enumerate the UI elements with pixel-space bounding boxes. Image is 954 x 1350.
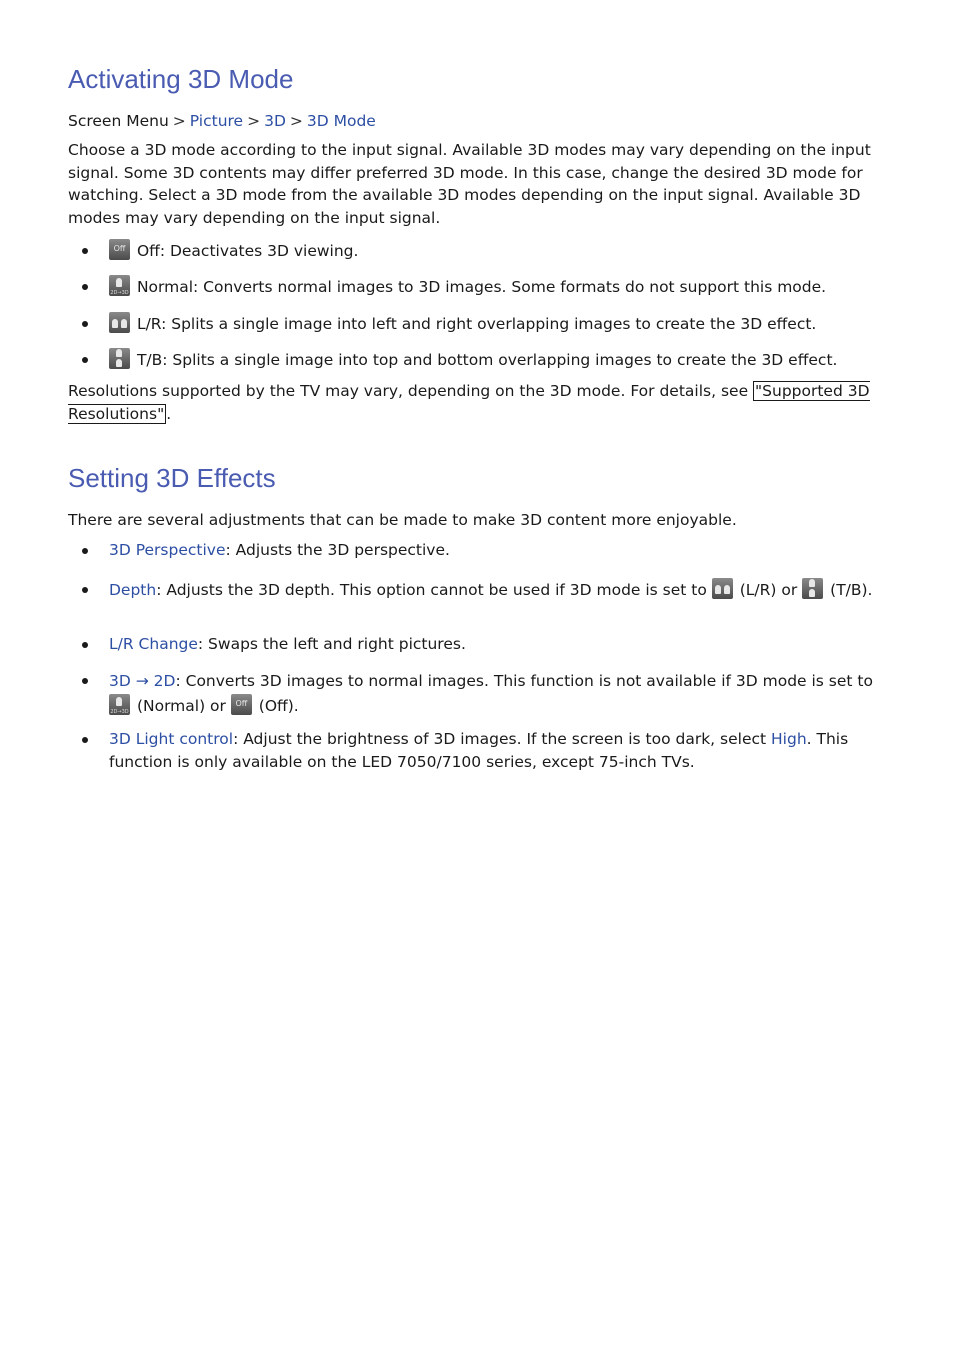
section-title-setting-3d-effects: Setting 3D Effects (68, 463, 276, 493)
bullet-dot (82, 357, 88, 363)
normal-2d3d-icon: 2D→3D (109, 275, 130, 296)
bullet-dot (82, 587, 88, 593)
effects-intro: There are several adjustments that can be made to make 3D content more enjoyable. (68, 511, 737, 529)
tb-icon (802, 578, 823, 599)
breadcrumb-prefix: Screen Menu (68, 112, 169, 130)
bullet-dot (82, 548, 88, 554)
mode-tb-text: T/B: Splits a single image into top and bottom overlapping images to create the 3D effect. (136, 351, 838, 369)
bullet-dot (82, 284, 88, 290)
mode-lr-text: L/R: Splits a single image into left and right overlapping images to create the 3D effect. (136, 315, 817, 333)
breadcrumb-separator: > (172, 112, 186, 130)
3d-to-2d-label[interactable]: 3D → 2D (109, 672, 176, 690)
breadcrumb-3d-mode[interactable]: 3D Mode (306, 112, 376, 130)
normal-2d3d-icon: 2D→3D (109, 694, 130, 715)
lr-icon (109, 312, 130, 333)
bullet-dot (82, 737, 88, 743)
mode-off-text: Off: Deactivates 3D viewing. (136, 242, 359, 260)
off-icon: Off (109, 239, 130, 260)
depth-label[interactable]: Depth (109, 581, 157, 599)
bullet-dot (82, 248, 88, 254)
breadcrumb-3d[interactable]: 3D (264, 112, 286, 130)
high-option[interactable]: High (771, 730, 807, 748)
3d-light-control-label[interactable]: 3D Light control (109, 730, 234, 748)
lr-icon (712, 578, 733, 599)
bullet-dot (82, 678, 88, 684)
intro-paragraph: Choose a 3D mode according to the input signal. Available 3D modes may vary depending on the input signal. Some 3D contents may differ preferred 3D mode. In this case, change the desired 3D mode for watching. Select a 3D mode from the available 3D modes depending on the input signal. Available 3D modes may vary depending on the input signal. (68, 141, 871, 227)
mode-normal-text: Normal: Converts normal images to 3D images. Some formats do not support this mode. (136, 278, 827, 296)
arrow-right-icon: → (135, 672, 149, 690)
resolution-note: Resolutions supported by the TV may vary, depending on the 3D mode. For details, see "Supported 3D Resolutions" . (68, 382, 870, 423)
tb-icon (109, 348, 130, 369)
off-icon: Off (231, 694, 252, 715)
supported-3d-resolutions-link[interactable]: "Supported 3D Resolutions" (68, 382, 870, 423)
3d-perspective-label[interactable]: 3D Perspective (109, 541, 226, 559)
breadcrumb (68, 110, 888, 133)
section-title-activating-3d-mode: Activating 3D Mode (68, 64, 294, 94)
breadcrumb-separator: > (289, 112, 303, 130)
breadcrumb-picture[interactable]: Picture (189, 112, 244, 130)
breadcrumb-separator: > (247, 112, 261, 130)
lr-change-label[interactable]: L/R Change (109, 635, 198, 653)
bullet-dot (82, 321, 88, 327)
bullet-dot (82, 642, 88, 648)
